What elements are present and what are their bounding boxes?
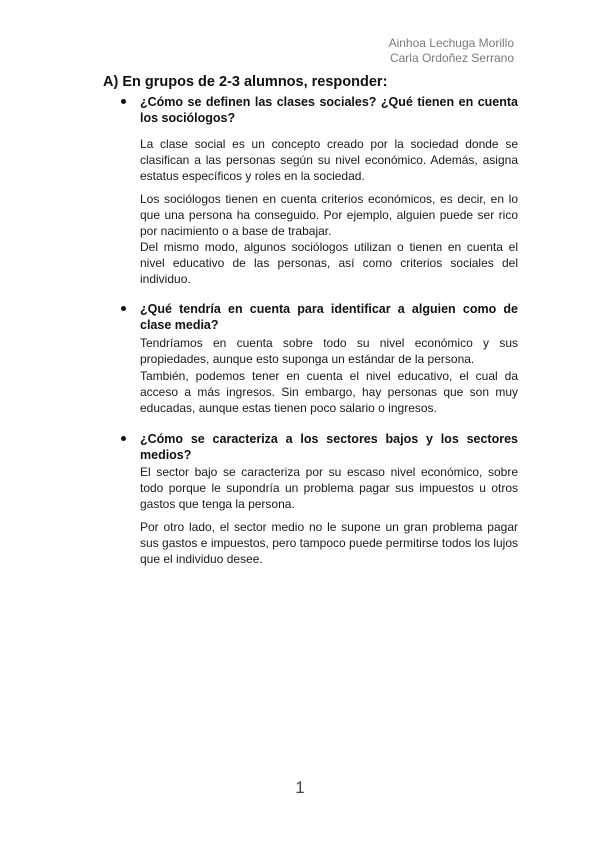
answer-paragraph: También, podemos tener en cuenta el nivel educativo, el cual da acceso a más ingresos. Sin embargo, hay personas que son muy educadas, aunque estas tienen poco salario o ingresos. [140,369,518,415]
question-title-text: ¿Cómo se caracteriza a los sectores bajos y los sectores medios? [140,432,518,462]
question-title [118,94,518,126]
bullet-icon [121,99,126,104]
question-block-3 [118,431,518,567]
question-title-text: ¿Cómo se definen las clases sociales? ¿Qué tienen en cuenta los sociólogos? [140,95,518,125]
answer-paragraph: Del mismo modo, algunos sociólogos utilizan o tienen en cuenta el nivel educativo de las personas, así como criterios sociales del individuo. [140,240,518,286]
question-block-1 [118,94,518,287]
answer-paragraph: Por otro lado, el sector medio no le supone un gran problema pagar sus gastos e impuestos, pero tampoco puede permitirse todos los lujos que el individuo desee. [140,520,518,566]
section-title: A) En grupos de 2-3 alumnos, responder: [103,74,388,90]
answer-paragraph: La clase social es un concepto creado por la sociedad donde se clasifican a las personas según su nivel económico. Además, asigna estatus específicos y roles en la sociedad. [140,137,518,183]
answer-paragraph: Tendríamos en cuenta sobre todo su nivel económico y sus propiedades, aunque esto suponga un estándar de la persona. [140,336,518,366]
answer-paragraph: El sector bajo se caracteriza por su escaso nivel económico, sobre todo porque le supondría un problema pagar sus impuestos u otros gastos que tenga la persona. [140,465,518,511]
author-names [389,36,514,66]
bullet-icon [121,306,126,311]
author-2: Carla Ordoñez Serrano [389,51,514,65]
bullet-icon [121,436,126,441]
question-title [118,301,518,333]
page-number: 1 [295,778,305,797]
question-title-text: ¿Qué tendría en cuenta para identificar a alguien como de clase media? [140,302,518,332]
answer-paragraph: Los sociólogos tienen en cuenta criterios económicos, es decir, en lo que una persona ha conseguido. Por ejemplo, alguien puede ser rico por nacimiento o a base de trabajar. [140,192,518,238]
question-block-2 [118,301,518,416]
question-title [118,431,518,463]
author-1: Ainhoa Lechuga Morillo [388,36,514,50]
